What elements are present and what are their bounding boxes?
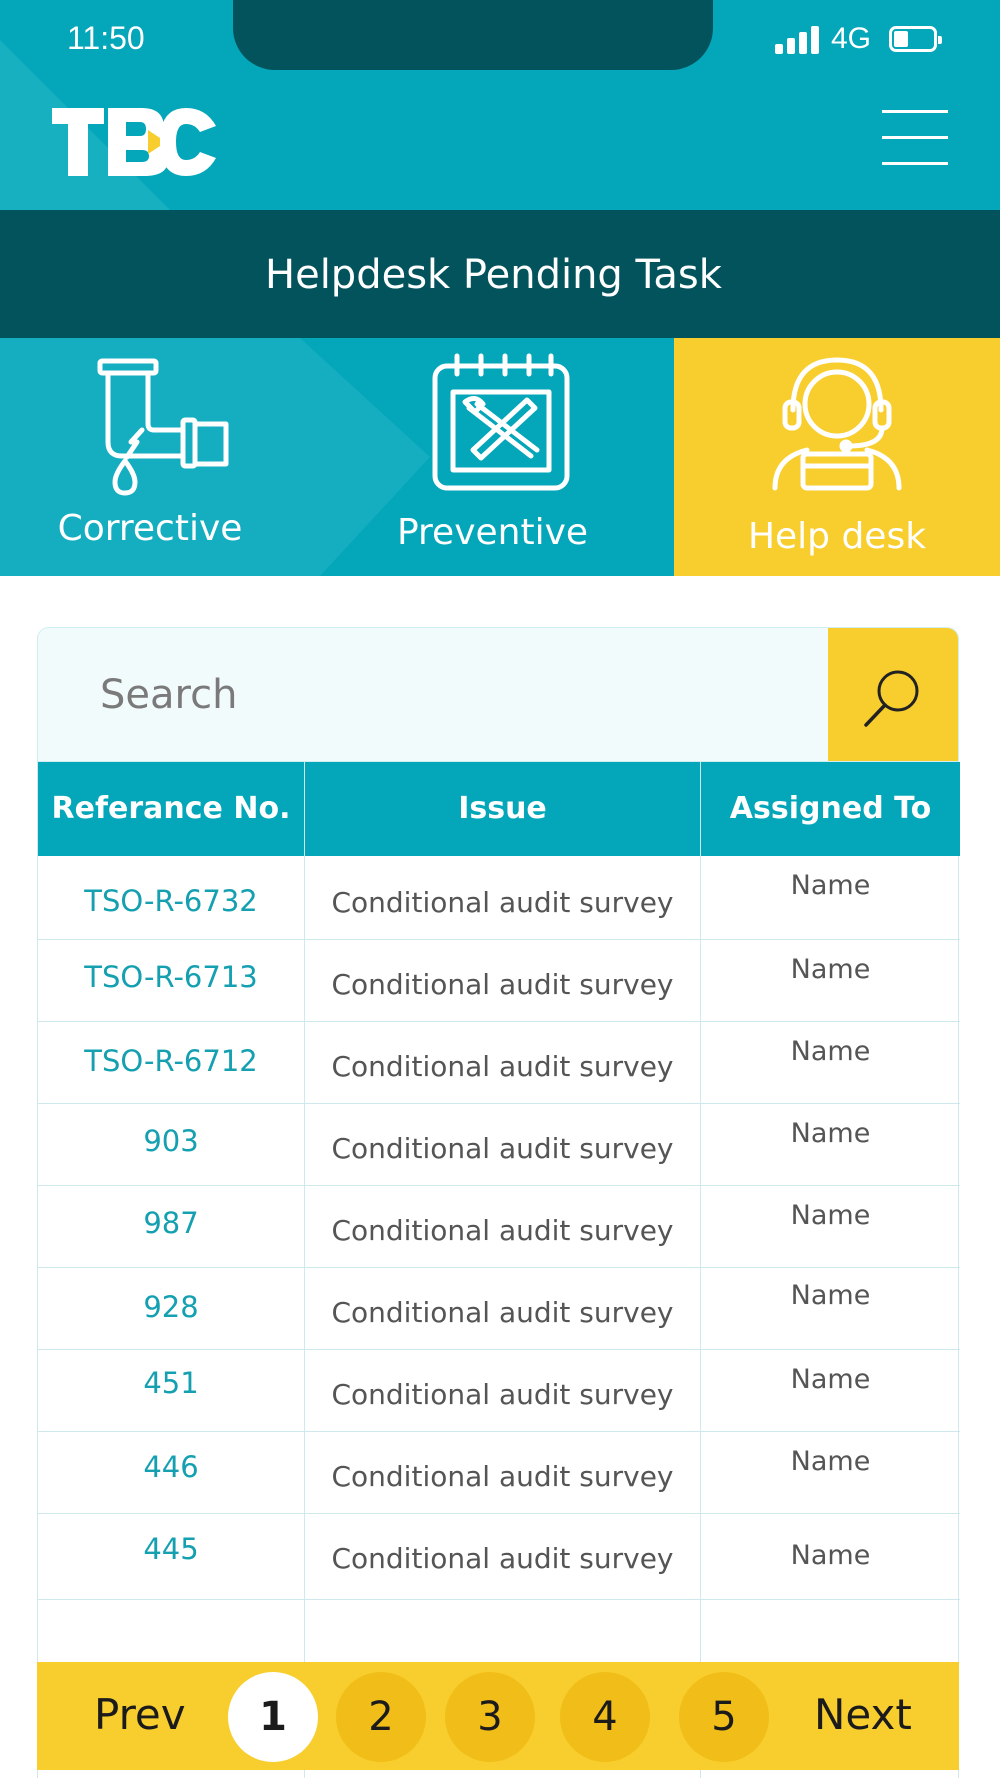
table-row[interactable] <box>38 856 960 940</box>
table-row[interactable] <box>38 1268 960 1350</box>
search-bar <box>37 627 959 762</box>
table-row[interactable] <box>38 1514 960 1600</box>
issue-cell: Conditional audit survey <box>331 1296 674 1329</box>
reference-link[interactable]: TSO-R-6732 <box>84 884 258 918</box>
search-input[interactable] <box>38 628 828 761</box>
hamburger-menu-icon[interactable] <box>882 108 948 168</box>
issue-cell: Conditional audit survey <box>331 1132 674 1165</box>
page-button-1[interactable]: 1 <box>228 1672 318 1762</box>
issue-cell: Conditional audit survey <box>331 1378 674 1411</box>
pending-task-table <box>37 762 959 1778</box>
issue-cell: Conditional audit survey <box>331 1542 674 1575</box>
search-icon <box>860 665 926 731</box>
assigned-cell: Name <box>790 1446 871 1477</box>
device-notch <box>233 0 713 70</box>
assigned-cell: Name <box>790 1364 871 1395</box>
page-button-5[interactable]: 5 <box>679 1672 769 1762</box>
reference-link[interactable]: 446 <box>143 1450 199 1484</box>
table-row[interactable] <box>38 1104 960 1186</box>
table-row[interactable] <box>38 1022 960 1104</box>
assigned-cell: Name <box>790 1036 871 1067</box>
assigned-cell: Name <box>790 1200 871 1231</box>
category-tabs <box>0 338 1000 576</box>
maintenance-calendar-icon <box>431 352 571 492</box>
reference-link[interactable]: 451 <box>143 1366 199 1400</box>
issue-cell: Conditional audit survey <box>331 1050 674 1083</box>
issue-cell: Conditional audit survey <box>331 1460 674 1493</box>
reference-link[interactable]: 445 <box>143 1532 199 1566</box>
tbc-logo <box>50 100 220 184</box>
table-header <box>38 762 960 856</box>
prev-button[interactable]: Prev <box>94 1690 186 1739</box>
reference-link[interactable]: 903 <box>143 1124 199 1158</box>
issue-cell: Conditional audit survey <box>331 886 674 919</box>
tab-label: Help desk <box>747 516 927 557</box>
tab-label: Preventive <box>396 512 589 553</box>
tab-help-desk[interactable] <box>674 338 1000 576</box>
pagination <box>37 1662 959 1770</box>
issue-cell: Conditional audit survey <box>331 968 674 1001</box>
support-agent-icon <box>767 354 907 494</box>
tab-corrective[interactable] <box>0 338 300 576</box>
page-button-4[interactable]: 4 <box>560 1672 650 1762</box>
column-header-reference[interactable]: Referance No. <box>51 791 291 826</box>
reference-link[interactable]: 987 <box>143 1206 199 1240</box>
assigned-cell: Name <box>790 1540 871 1571</box>
assigned-cell: Name <box>790 1118 871 1149</box>
tab-preventive[interactable] <box>320 338 665 576</box>
title-bar <box>0 210 1000 338</box>
page-button-3[interactable]: 3 <box>445 1672 535 1762</box>
column-header-issue[interactable]: Issue <box>458 791 547 826</box>
assigned-cell: Name <box>790 1280 871 1311</box>
signal-icon <box>775 26 819 54</box>
table-row[interactable] <box>38 1432 960 1514</box>
table-row[interactable] <box>38 1350 960 1432</box>
battery-icon <box>889 26 937 52</box>
app-header <box>0 0 1000 210</box>
network-label: 4G <box>831 22 872 55</box>
page-title: Helpdesk Pending Task <box>265 252 722 298</box>
reference-link[interactable]: TSO-R-6712 <box>84 1044 258 1078</box>
table-row[interactable] <box>38 1186 960 1268</box>
assigned-cell: Name <box>790 954 871 985</box>
next-button[interactable]: Next <box>814 1690 912 1739</box>
issue-cell: Conditional audit survey <box>331 1214 674 1247</box>
table-row[interactable] <box>38 940 960 1022</box>
reference-link[interactable]: 928 <box>143 1290 199 1324</box>
assigned-cell: Name <box>790 870 871 901</box>
tab-label: Corrective <box>57 508 243 549</box>
column-header-assigned-to[interactable]: Assigned To <box>729 791 932 826</box>
pipe-leak-icon <box>95 358 235 498</box>
reference-link[interactable]: TSO-R-6713 <box>84 960 258 994</box>
search-button[interactable] <box>828 628 958 761</box>
status-time: 11:50 <box>67 20 145 56</box>
page-button-2[interactable]: 2 <box>336 1672 426 1762</box>
